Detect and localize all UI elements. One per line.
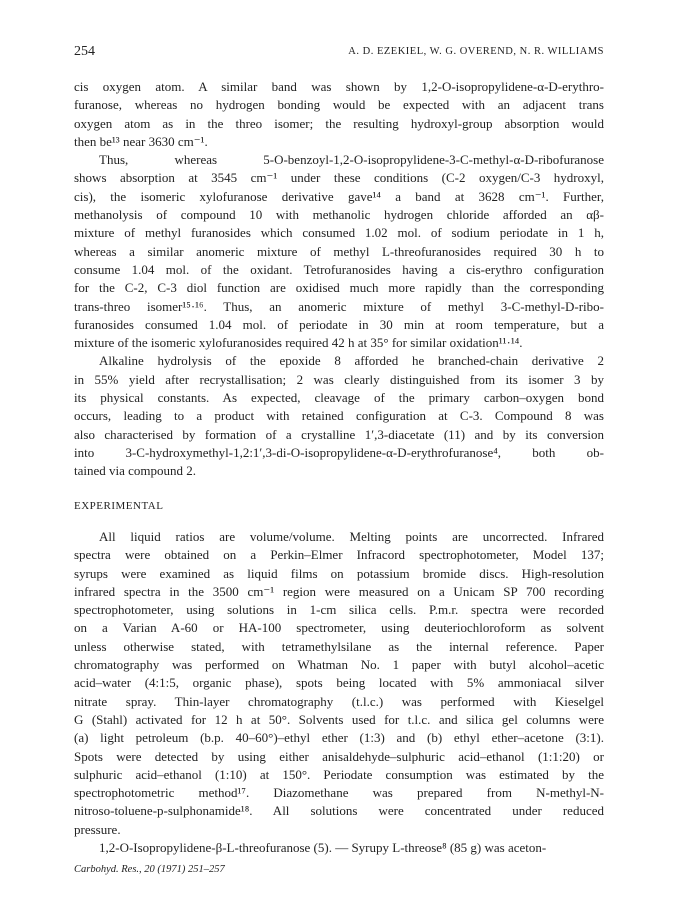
text-line: shows absorption at 3545 cm⁻¹ under these conditions (C-2 oxygen/C-3 hydroxyl, [74,170,604,186]
text-line: infrared spectra in the 3500 cm⁻¹ region were measured on a Unicam SP 700 recording [74,583,604,599]
text-line: 1,2-O-Isopropylidene-β-L-threofuranose (5). — Syrupy L-threose⁸ (85 g) was aceton- [99,840,547,856]
text-line: consume 1.04 mol. of the oxidant. Tetrofuranosides having a cis-erythro configuration [74,261,604,277]
paragraph [74,352,604,480]
paragraph [74,528,604,839]
text-line: tained via compound 2. [74,463,197,479]
body-text-experimental [74,528,604,857]
text-line: into 3-C-hydroxymethyl-1,2:1′,3-di-O-isopropylidene-α-D-erythrofuranose⁴, both ob- [74,444,604,460]
text-line: whereas a similar anomeric mixture of methyl L-threofuranosides required 30 h to [74,243,604,259]
text-line: nitroso-toluene-p-sulphonamide¹⁸. All solutions were concentrated under reduced [74,803,604,819]
text-line: mixture of the isomeric xylofuranosides required 42 h at 35° for similar oxidation¹¹·¹⁴. [74,335,523,351]
text-line: Spots were detected by using either anisaldehyde–sulphuric acid–ethanol (1:1:20) or [74,748,604,764]
text-line: in 55% yield after recrystallisation; 2 was clearly distinguished from its isomer 3 by [74,371,604,387]
text-line: its physical constants. As expected, cleavage of the primary carbon–oxygen bond [74,390,604,406]
text-line: Thus, whereas 5-O-benzoyl-1,2-O-isopropylidene-3-C-methyl-α-D-ribofuranose [99,152,604,168]
text-line: furanose, whereas no hydrogen bonding would be expected with an adjacent trans [74,97,604,113]
text-line: oxygen atom as in the threo isomer; the resulting hydroxyl-group absorption would [74,115,604,131]
text-line: spectrophotometric method¹⁷. Diazomethane was prepared from N-methyl-N- [74,785,604,801]
text-line: spectra were obtained on a Perkin–Elmer Infracord spectrophotometer, Model 137; [74,547,604,563]
text-line: cis), the isomeric xylofuranose derivative gave¹⁴ a band at 3628 cm⁻¹. Further, [74,188,604,204]
text-line: occurs, leading to a product with retained configuration at C-3. Compound 8 was [74,408,604,424]
text-line: also characterised by formation of a crystalline 1′,3-diacetate (11) and by its conversion [74,426,604,442]
running-head: A. D. EZEKIEL, W. G. OVEREND, N. R. WILLIAMS [348,46,604,57]
text-line: for the C-2, C-3 diol function are oxidised much more rapidly than the corresponding [74,280,604,296]
text-line: spectrophotometer, using solutions in 1-cm silica cells. P.m.r. spectra were recorded [74,602,604,618]
text-line: methanolysis of compound 10 with methanolic hydrogen chloride afforded an αβ- [74,207,604,223]
text-line: on a Varian A-60 or HA-100 spectrometer, using deuteriochloroform as solvent [74,620,604,636]
text-line: (a) light petroleum (b.p. 40–60°)–ethyl ether (1:3) and (b) ethyl ether–acetone (3:1). [74,730,604,746]
paragraph [74,839,604,857]
text-line: acid–water (4:1:5, organic phase), spots being located with 5% ammoniacal silver [74,675,604,691]
journal-citation-footer: Carbohyd. Res., 20 (1971) 251–257 [74,864,225,875]
body-text-top [74,78,604,481]
page-number: 254 [74,44,95,59]
section-heading-experimental: EXPERIMENTAL [74,500,164,512]
text-line: trans-threo isomer¹⁵·¹⁶. Thus, an anomeric mixture of methyl 3-C-methyl-D-ribo- [74,298,604,314]
paragraph [74,151,604,352]
page-header [74,44,604,64]
text-line: G (Stahl) activated for 12 h at 50°. Solvents used for t.l.c. and silica gel columns were [74,711,604,727]
text-line: furanosides consumed 1.04 mol. of periodate in 30 min at room temperature, but a [74,316,604,332]
text-line: nitrate spray. Thin-layer chromatography (t.l.c.) was performed with Kieselgel [74,693,604,709]
paragraph [74,78,604,151]
text-line: pressure. [74,821,121,837]
text-line: mixture of methyl furanosides which consumed 1.02 mol. of sodium periodate in 1 h, [74,225,604,241]
text-line: chromatography was performed on Whatman No. 1 paper with butyl alcohol–acetic [74,657,604,673]
text-line: cis oxygen atom. A similar band was shown by 1,2-O-isopropylidene-α-D-erythro- [74,79,604,94]
text-line: Alkaline hydrolysis of the epoxide 8 afforded he branched-chain derivative 2 [99,353,604,369]
text-line: sulphuric acid–ethanol (1:10) at 150°. Periodate consumption was estimated by the [74,766,604,782]
text-line: All liquid ratios are volume/volume. Melting points are uncorrected. Infrared [99,529,604,544]
text-line: syrups were examined as liquid films on potassium bromide discs. High-resolution [74,565,604,581]
text-line: then be¹³ near 3630 cm⁻¹. [74,133,208,149]
text-line: unless otherwise stated, with tetramethylsilane as the internal reference. Paper [74,638,604,654]
